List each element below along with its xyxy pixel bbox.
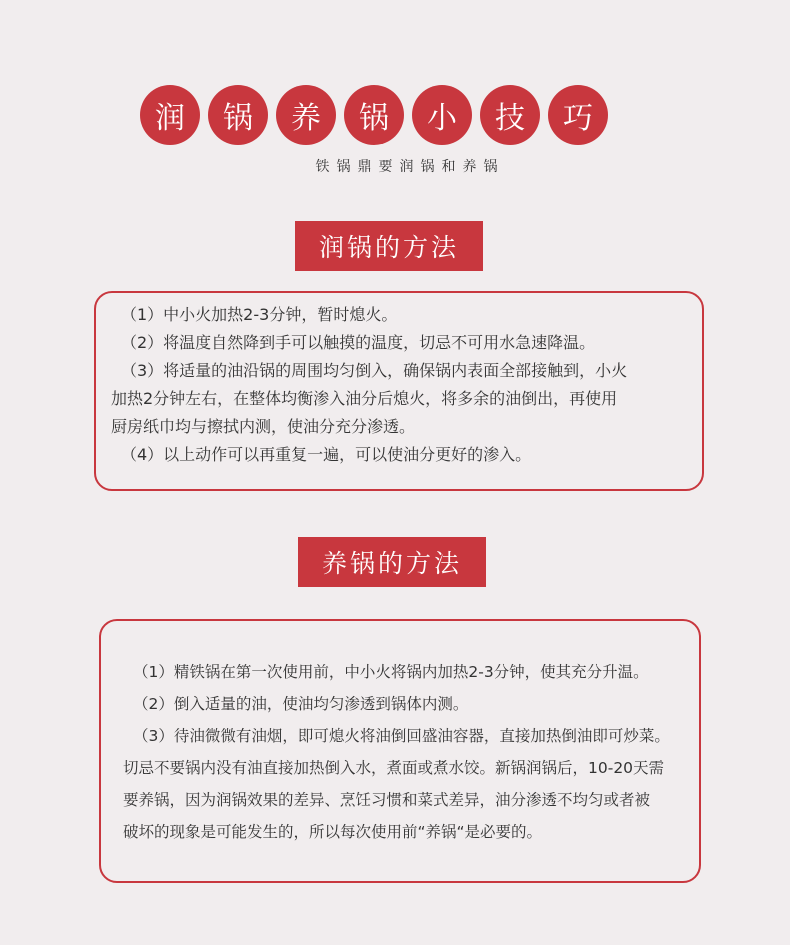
run-guo-step-3-cont-1: 加热2分钟左右，在整体均衡渗入油分后熄火，将多余的油倒出，再使用	[111, 389, 618, 408]
page-title	[140, 85, 608, 145]
yang-guo-step-3: （3）待油微微有油烟，即可熄火将油倒回盛油容器，直接加热倒油即可炒菜。	[133, 727, 670, 745]
title-char-2: 锅	[208, 85, 268, 145]
title-char-3: 养	[276, 85, 336, 145]
section-title-run-guo: 润锅的方法	[295, 221, 483, 271]
run-guo-step-3-cont-2: 厨房纸巾均与擦拭内测，使油分充分渗透。	[111, 417, 416, 436]
title-char-1: 润	[140, 85, 200, 145]
title-char-5: 小	[412, 85, 472, 145]
yang-guo-note-1: 切忌不要锅内没有油直接加热倒入水，煮面或煮水饺。新锅润锅后，10-20天需	[123, 759, 665, 777]
yang-guo-step-1: （1）精铁锅在第一次使用前，中小火将锅内加热2-3分钟，使其充分升温。	[133, 663, 649, 681]
yang-guo-note-3: 破坏的现象是可能发生的，所以每次使用前“养锅“是必要的。	[123, 823, 543, 841]
run-guo-step-1: （1）中小火加热2-3分钟，暂时熄火。	[121, 305, 398, 324]
subtitle: 铁锅鼎要润锅和养锅	[315, 159, 505, 175]
yang-guo-method-box	[99, 619, 701, 883]
run-guo-step-4: （4）以上动作可以再重复一遍，可以使油分更好的渗入。	[121, 445, 532, 464]
title-char-6: 技	[480, 85, 540, 145]
section-title-yang-guo: 养锅的方法	[298, 537, 486, 587]
yang-guo-note-2: 要养锅，因为润锅效果的差异、烹饪习惯和菜式差异，油分渗透不均匀或者被	[123, 791, 651, 809]
run-guo-step-2: （2）将温度自然降到手可以触摸的温度，切忌不可用水急速降温。	[121, 333, 596, 352]
title-char-7: 巧	[548, 85, 608, 145]
run-guo-step-3: （3）将适量的油沿锅的周围均匀倒入，确保锅内表面全部接触到，小火	[121, 361, 628, 380]
title-char-4: 锅	[344, 85, 404, 145]
run-guo-method-box	[94, 291, 704, 491]
yang-guo-step-2: （2）倒入适量的油，使油均匀渗透到锅体内测。	[133, 695, 469, 713]
